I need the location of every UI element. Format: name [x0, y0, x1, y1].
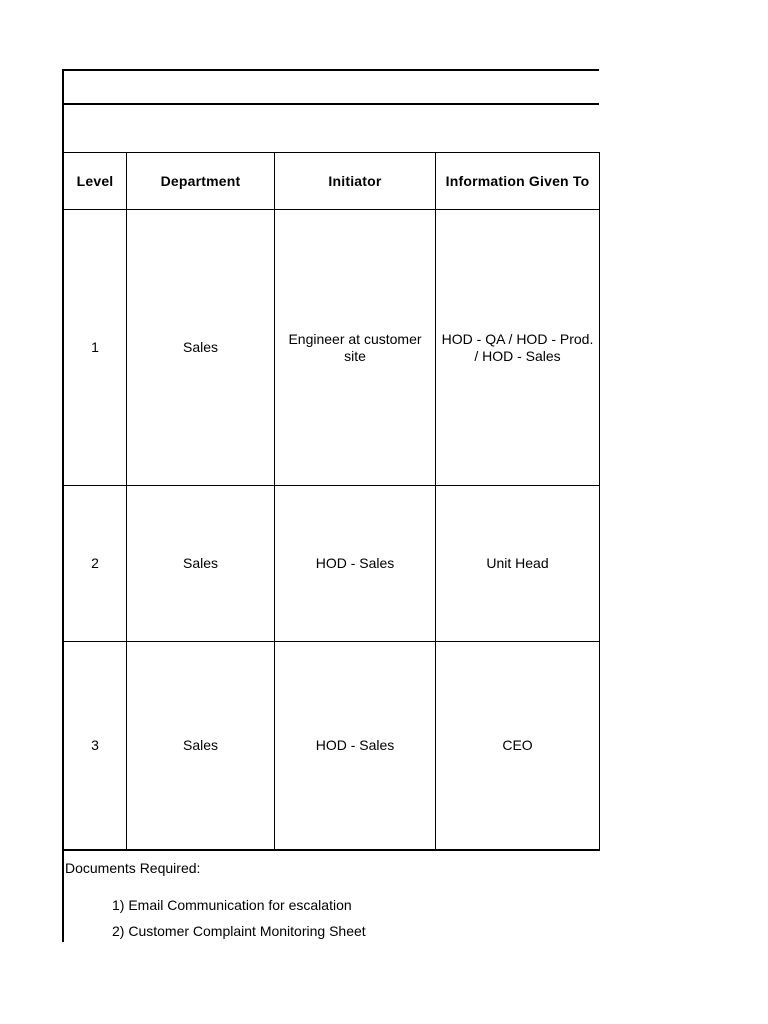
documents-required-heading: Documents Required:	[65, 860, 201, 876]
table-row	[64, 210, 600, 486]
top-border	[62, 69, 599, 71]
header-information-given-to: Information Given To	[436, 153, 600, 210]
cell-information-given-to: Unit Head	[436, 486, 600, 642]
cell-initiator: HOD - Sales	[275, 486, 436, 642]
list-item: 1) Email Communication for escalation	[112, 897, 352, 913]
cell-department: Sales	[127, 642, 275, 851]
cell-information-given-to: CEO	[436, 642, 600, 851]
cell-information-given-to: HOD - QA / HOD - Prod. / HOD - Sales	[436, 210, 600, 486]
cell-level: 1	[64, 210, 127, 486]
table-header-row	[64, 153, 600, 210]
header-initiator: Initiator	[275, 153, 436, 210]
header-department: Department	[127, 153, 275, 210]
table-row	[64, 642, 600, 851]
header-level: Level	[64, 153, 127, 210]
cell-initiator: Engineer at customer site	[275, 210, 436, 486]
escalation-matrix-table	[63, 152, 600, 851]
cell-level: 2	[64, 486, 127, 642]
table-row	[64, 486, 600, 642]
list-item: 2) Customer Complaint Monitoring Sheet	[112, 923, 366, 939]
cell-initiator: HOD - Sales	[275, 642, 436, 851]
cell-department: Sales	[127, 210, 275, 486]
cell-level: 3	[64, 642, 127, 851]
title-band-border	[62, 103, 599, 105]
cell-department: Sales	[127, 486, 275, 642]
documents-required-list	[112, 892, 366, 944]
